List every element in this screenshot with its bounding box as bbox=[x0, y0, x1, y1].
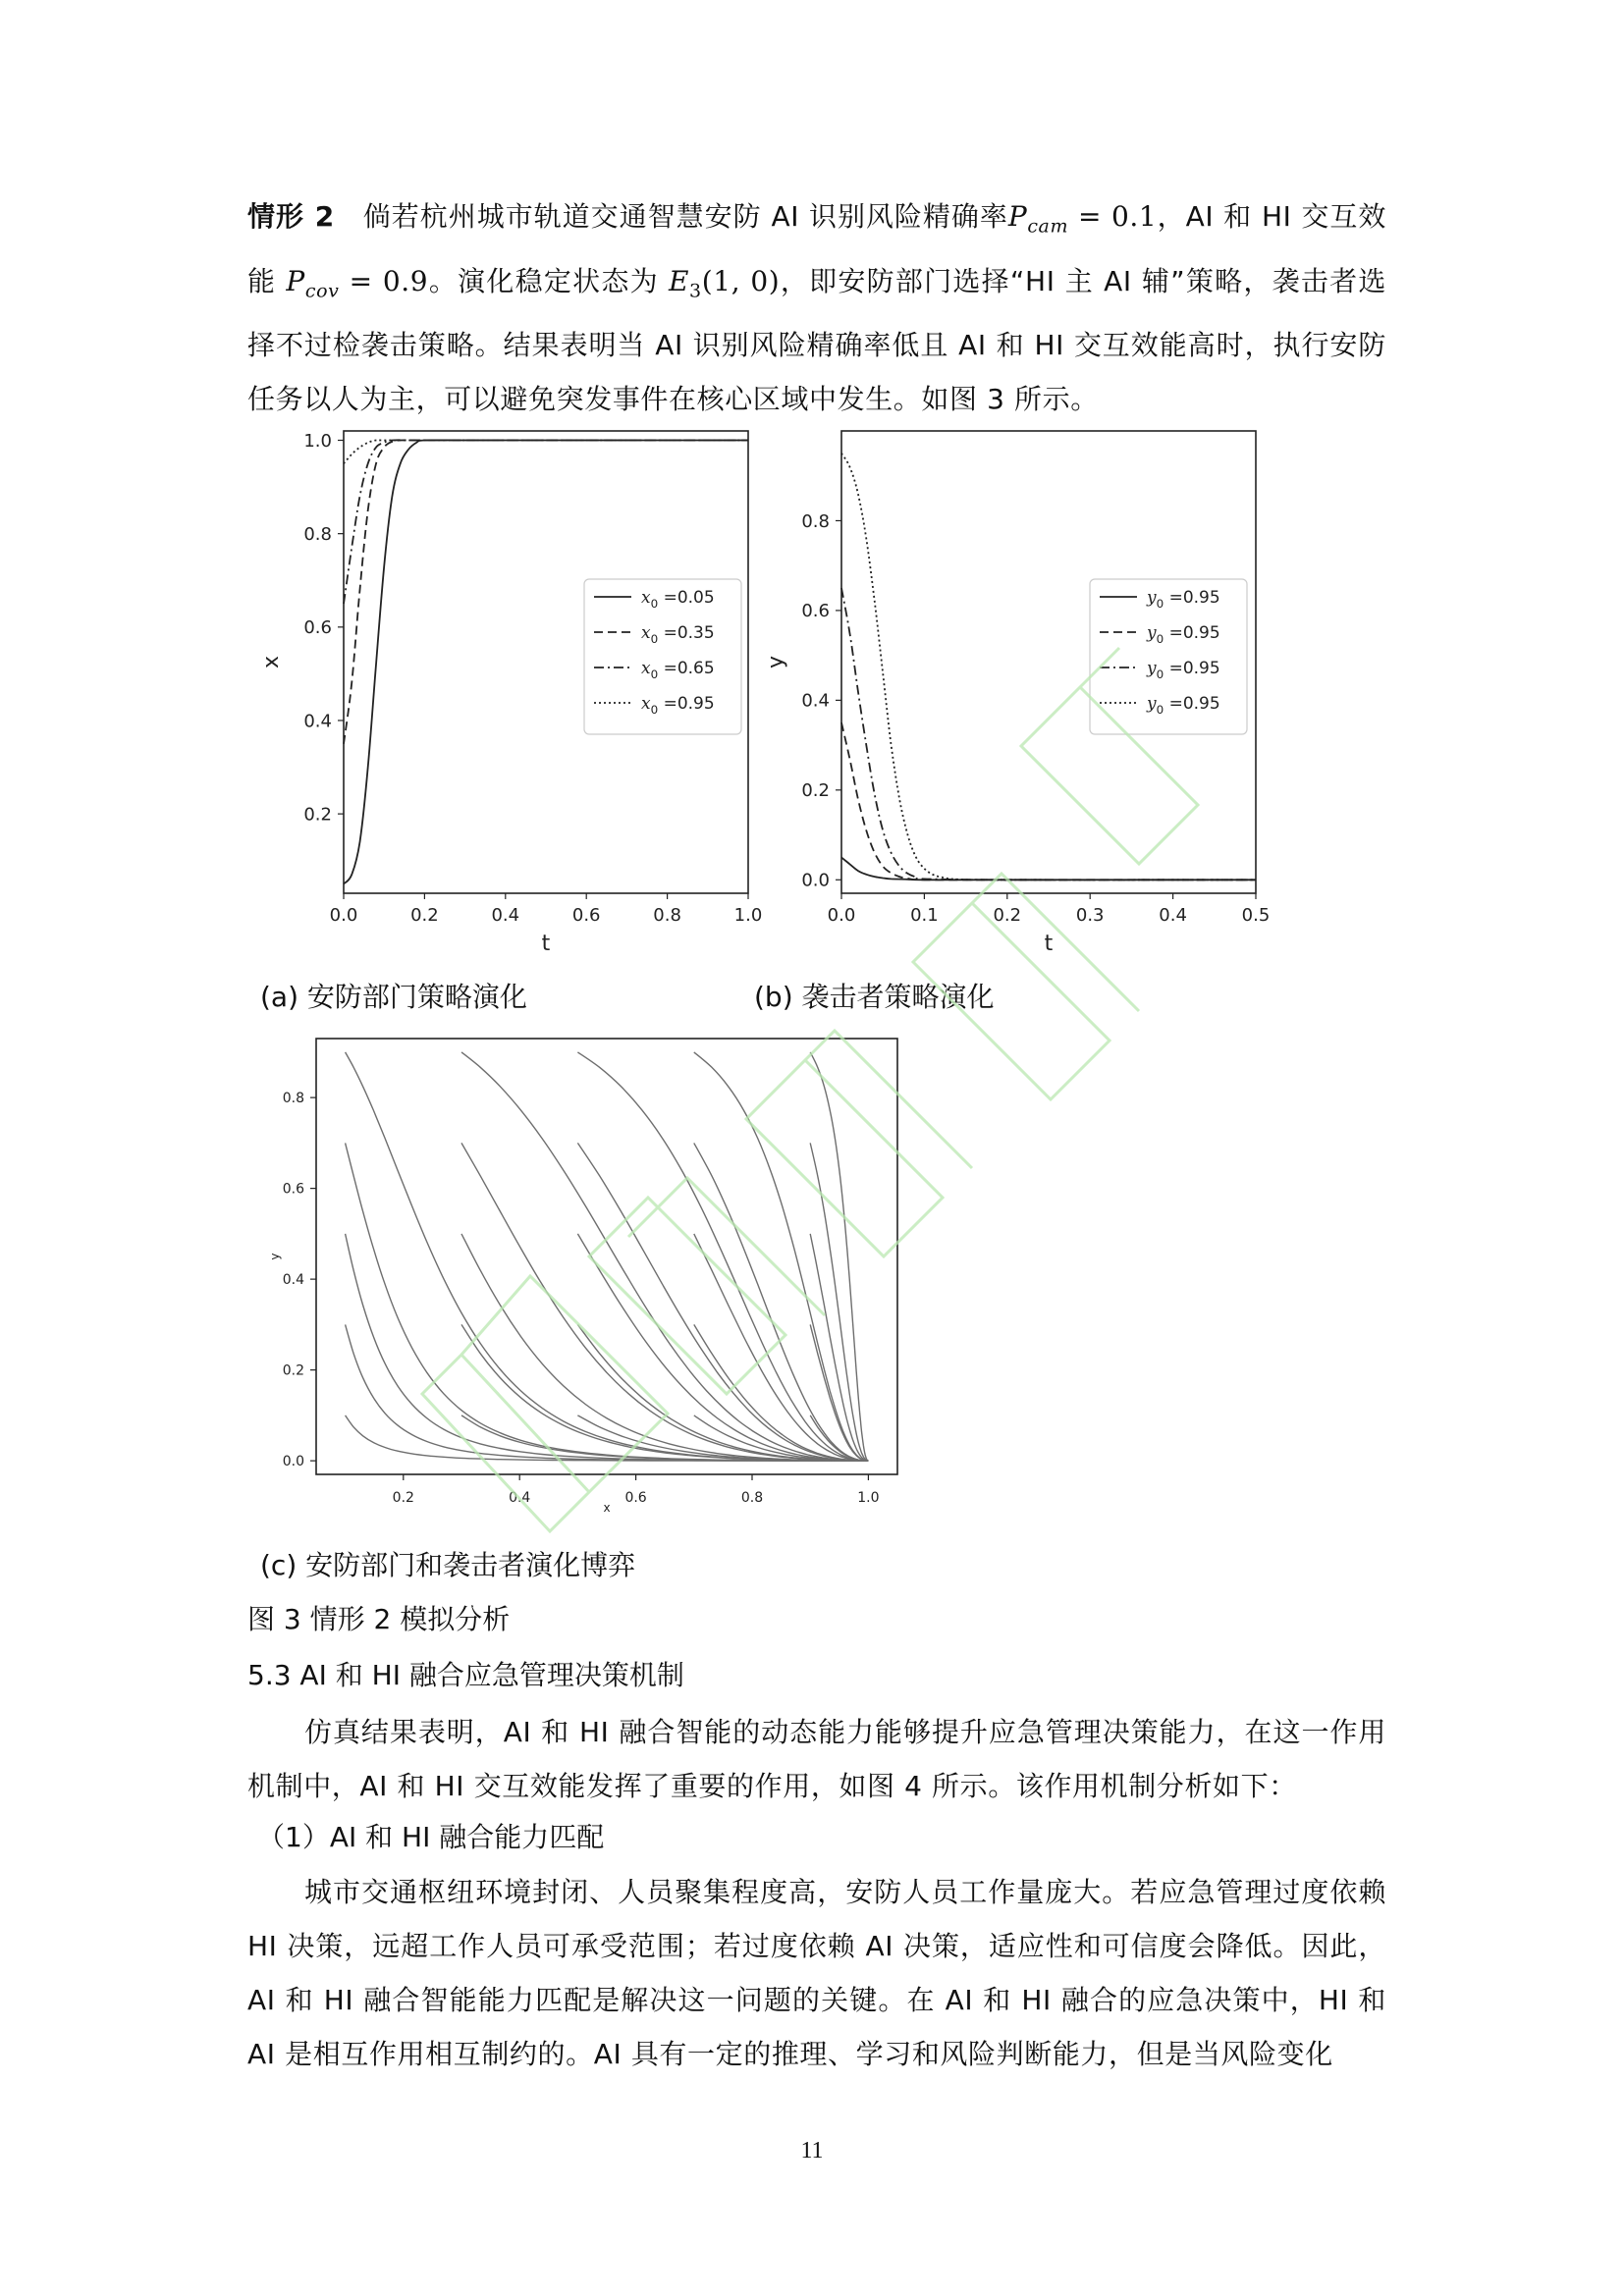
x-tick-label: 0.8 bbox=[653, 905, 681, 926]
y-tick-label: 0.8 bbox=[282, 1091, 304, 1107]
x-tick-label: 0.8 bbox=[740, 1490, 764, 1506]
x-tick-label: 0.0 bbox=[827, 905, 856, 926]
para1-text-2: ，AI 和 HI 交互效能 bbox=[247, 200, 1386, 297]
y-tick-label: 0.4 bbox=[303, 711, 332, 732]
series-line-0 bbox=[841, 857, 1256, 880]
trajectory-13 bbox=[577, 1143, 868, 1461]
series-line-3 bbox=[344, 440, 748, 463]
e3-symbol: E bbox=[669, 264, 690, 297]
legend-entry: $y_0 =0.95$ bbox=[1147, 623, 1220, 646]
legend-entry: $x_0 =0.95$ bbox=[641, 694, 715, 717]
y-tick-label: 0.2 bbox=[801, 780, 830, 802]
x-tick-label: 0.4 bbox=[509, 1490, 531, 1506]
para1-text-1: 倘若杭州城市轨道交通智慧安防 AI 识别风险精确率 bbox=[362, 200, 1008, 233]
legend-entry: $y_0 =0.95$ bbox=[1147, 659, 1220, 681]
y-tick-label: 0.8 bbox=[303, 523, 332, 545]
legend-entry: $x_0 =0.65$ bbox=[641, 659, 715, 681]
x-tick-label: 0.2 bbox=[993, 905, 1022, 926]
trajectory-4 bbox=[346, 1052, 869, 1461]
x-tick-label: 0.0 bbox=[329, 905, 358, 926]
legend-entry: $y_0 =0.95$ bbox=[1147, 694, 1220, 717]
intro-paragraph bbox=[247, 189, 1386, 426]
p-cam-value: = 0.1 bbox=[1068, 200, 1158, 233]
figure-caption: 图 3 情形 2 模拟分析 bbox=[247, 1603, 511, 1635]
trajectory-11 bbox=[577, 1324, 868, 1461]
p-cov-value: = 0.9 bbox=[339, 264, 429, 297]
x-tick-label: 1.0 bbox=[733, 905, 763, 926]
trajectory-7 bbox=[461, 1234, 868, 1461]
section-heading: 5.3 AI 和 HI 融合应急管理决策机制 bbox=[247, 1659, 684, 1691]
p-cam-subscript: cam bbox=[1027, 215, 1069, 238]
chart-attacker-strategy bbox=[761, 422, 1272, 967]
x-tick-label: 0.2 bbox=[392, 1490, 414, 1506]
x-tick-label: 0.1 bbox=[910, 905, 939, 926]
y-axis-label: y bbox=[268, 1253, 282, 1260]
y-tick-label: 0.6 bbox=[282, 1181, 304, 1198]
y-tick-label: 0.6 bbox=[801, 601, 830, 622]
legend-entry: $x_0 =0.35$ bbox=[641, 623, 715, 646]
series-line-1 bbox=[841, 722, 1256, 880]
para-capability-matching: 城市交通枢纽环境封闭、人员聚集程度高，安防人员工作量庞大。若应急管理过度依赖 HI 决策，远超工作人员可承受范围；若过度依赖 AI 决策，适应性和可信度会降低。因此，AI 和 HI 融合智能能力匹配是解决这一问题的关键。在 AI 和 HI 融合的应急决策中，HI 和 AI 是相互作用相互制约的。AI 具有一定的推理、学习和风险判断能力，但是当风险变化 bbox=[247, 1876, 1386, 2070]
trajectory-24 bbox=[810, 1052, 868, 1461]
y-tick-label: 0.2 bbox=[282, 1362, 304, 1379]
x-tick-label: 0.5 bbox=[1241, 905, 1271, 926]
x-tick-label: 0.6 bbox=[571, 905, 601, 926]
x-tick-label: 0.4 bbox=[1159, 905, 1187, 926]
x-tick-label: 0.2 bbox=[410, 905, 439, 926]
legend-entry: $x_0 =0.05$ bbox=[641, 588, 715, 611]
x-axis-label: t bbox=[1044, 932, 1054, 956]
legend-entry: $y_0 =0.95$ bbox=[1147, 588, 1220, 611]
para1-text-3: 。演化稳定状态为 bbox=[428, 264, 669, 297]
trajectory-0 bbox=[346, 1415, 869, 1461]
x-axis-label: t bbox=[541, 932, 551, 956]
trajectory-21 bbox=[810, 1324, 868, 1461]
e3-subscript: 3 bbox=[689, 280, 702, 302]
p-cam-symbol: P bbox=[1007, 200, 1028, 233]
trajectory-3 bbox=[346, 1143, 869, 1461]
caption-b: (b) 袭击者策略演化 bbox=[754, 981, 995, 1013]
subheading-capability-matching: （1）AI 和 HI 融合能力匹配 bbox=[257, 1821, 605, 1853]
x-tick-label: 0.4 bbox=[491, 905, 520, 926]
caption-c: (c) 安防部门和袭击者演化博弈 bbox=[260, 1549, 636, 1581]
y-tick-label: 0.8 bbox=[801, 510, 830, 532]
y-tick-label: 1.0 bbox=[303, 430, 332, 452]
para-simulation-result: 仿真结果表明，AI 和 HI 融合智能的动态能力能够提升应急管理决策能力，在这一作用机制中，AI 和 HI 交互效能发挥了重要的作用，如图 4 所示。该作用机制分析如下： bbox=[247, 1716, 1386, 1802]
e3-value: (1, 0) bbox=[701, 264, 781, 297]
y-tick-label: 0.6 bbox=[303, 617, 332, 639]
y-tick-label: 0.0 bbox=[282, 1454, 304, 1470]
x-tick-label: 1.0 bbox=[857, 1490, 880, 1506]
scenario-label: 情形 2 bbox=[247, 200, 335, 233]
para1-text-4: ，即安防部门选择“HI 主 AI 辅”策略，袭击者选择不过检袭击策略。结果表明当 AI 识别风险精确率低且 AI 和 HI 交互效能高时，执行安防任务以人为主，可以避免突发事件在核心区域中发生。如图 3 所示。 bbox=[247, 264, 1386, 416]
x-tick-label: 0.6 bbox=[624, 1490, 647, 1506]
caption-a: (a) 安防部门策略演化 bbox=[260, 981, 527, 1013]
chart-evolution-game bbox=[265, 1031, 913, 1531]
x-tick-label: 0.3 bbox=[1075, 905, 1105, 926]
trajectory-17 bbox=[694, 1234, 869, 1461]
p-cov-subscript: cov bbox=[304, 280, 340, 302]
y-tick-label: 0.2 bbox=[303, 804, 332, 826]
chart-security-strategy bbox=[250, 422, 781, 967]
y-axis-label: y bbox=[764, 655, 788, 669]
p-cov-symbol: P bbox=[286, 264, 305, 297]
trajectory-14 bbox=[577, 1052, 868, 1461]
y-tick-label: 0.4 bbox=[282, 1272, 304, 1289]
y-axis-label: x bbox=[259, 655, 284, 669]
y-tick-label: 0.0 bbox=[801, 870, 830, 891]
page-number: 11 bbox=[800, 2138, 824, 2163]
y-tick-label: 0.4 bbox=[801, 690, 830, 712]
x-axis-label: x bbox=[603, 1501, 611, 1515]
trajectory-2 bbox=[346, 1234, 869, 1461]
